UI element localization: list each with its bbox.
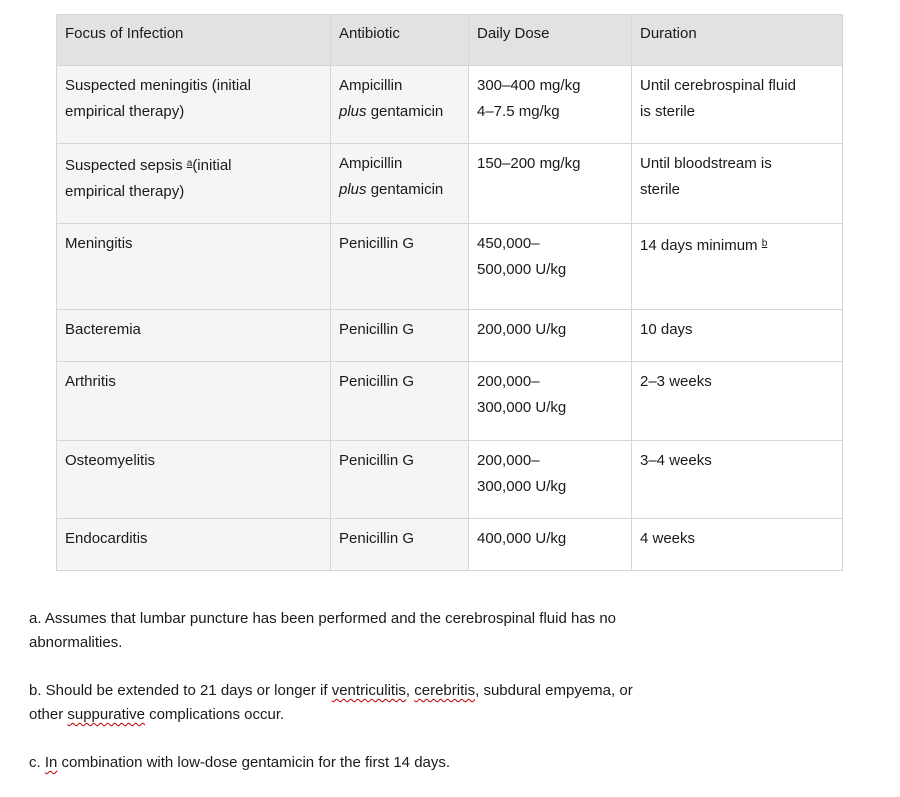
focus-text: Suspected sepsis <box>65 157 183 174</box>
footnote-marker: a <box>186 158 193 169</box>
cell-antibiotic-line: Penicillin G <box>339 452 415 469</box>
cell-duration-line: Until cerebrospinal fluid <box>640 77 796 94</box>
table-row <box>57 310 843 362</box>
cell-focus <box>57 224 331 310</box>
cell-daily-dose <box>469 66 632 144</box>
cell-dose-line: 450,000– <box>477 235 540 252</box>
cell-duration-line: is sterile <box>640 103 696 120</box>
footnote-c-line1 <box>29 751 869 775</box>
table-row <box>57 519 843 571</box>
cell-duration-line: 2–3 weeks <box>640 373 712 390</box>
cell-focus-line: empirical therapy) <box>65 183 185 200</box>
cell-dose-line: 200,000– <box>477 373 540 390</box>
cell-dose-line: 300,000 U/kg <box>477 478 567 495</box>
cell-antibiotic <box>331 441 469 519</box>
header-focus: Focus of Infection <box>57 15 331 66</box>
cell-focus <box>57 519 331 571</box>
footnote-c-text: combination with low-dose gentamicin for the first 14 days. <box>57 754 451 771</box>
cell-focus <box>57 310 331 362</box>
footnote-b-word-cerebritis: cerebritis <box>414 682 476 699</box>
cell-dose-line: 4–7.5 mg/kg <box>477 103 560 120</box>
cell-dose-line: 300–400 mg/kg <box>477 77 581 94</box>
cell-antibiotic <box>331 66 469 144</box>
duration-text: 14 days minimum <box>640 237 758 254</box>
table-row <box>57 441 843 519</box>
cell-antibiotic-line <box>339 99 460 125</box>
cell-focus-line: Meningitis <box>65 235 133 252</box>
cell-focus <box>57 362 331 441</box>
cell-dose-line: 300,000 U/kg <box>477 399 567 416</box>
cell-duration-line: Until bloodstream is <box>640 155 772 172</box>
footnote-a-line2: abnormalities. <box>29 634 123 651</box>
footnote-b <box>29 679 869 727</box>
cell-focus <box>57 441 331 519</box>
footnote-a-line1: a. Assumes that lumbar puncture has been performed and the cerebrospinal fluid has no <box>29 610 617 627</box>
cell-dose-line: 200,000 U/kg <box>477 321 567 338</box>
header-row <box>57 15 843 66</box>
cell-duration <box>632 66 843 144</box>
header-antibiotic: Antibiotic <box>331 15 469 66</box>
focus-text: (initial <box>192 157 232 174</box>
cell-duration-line: 4 weeks <box>640 530 696 547</box>
cell-antibiotic <box>331 224 469 310</box>
table-body <box>57 66 843 571</box>
footnote-c-word-in: In <box>44 754 58 771</box>
footnote-marker: b <box>761 238 768 249</box>
cell-duration <box>632 310 843 362</box>
cell-daily-dose <box>469 362 632 441</box>
cell-daily-dose <box>469 224 632 310</box>
footnote-c <box>29 751 869 775</box>
footnote-b-text: other <box>29 706 68 723</box>
cell-focus <box>57 66 331 144</box>
header-duration: Duration <box>632 15 843 66</box>
cell-daily-dose <box>469 310 632 362</box>
cell-duration-line: sterile <box>640 181 681 198</box>
plus-label: plus <box>339 181 367 198</box>
cell-focus <box>57 144 331 224</box>
cell-focus-line: Bacteremia <box>65 321 141 338</box>
cell-focus-line: empirical therapy) <box>65 103 185 120</box>
footnote-b-text: , subdural empyema, or <box>475 682 633 699</box>
cell-antibiotic <box>331 362 469 441</box>
cell-duration <box>632 441 843 519</box>
cell-dose-line: 500,000 U/kg <box>477 261 567 278</box>
cell-antibiotic <box>331 144 469 224</box>
footnote-b-word-suppurative: suppurative <box>67 706 145 723</box>
cell-antibiotic-line: Ampicillin <box>339 155 403 172</box>
cell-focus-line: Suspected meningitis (initial <box>65 77 251 94</box>
table-row <box>57 224 843 310</box>
antibiotic-text: gentamicin <box>370 181 444 198</box>
table-header <box>57 15 843 66</box>
footnote-b-text: , <box>405 682 415 699</box>
cell-focus-line: Osteomyelitis <box>65 452 156 469</box>
plus-label: plus <box>339 103 367 120</box>
footnote-b-text: complications occur. <box>144 706 285 723</box>
footnote-b-text: b. Should be extended to 21 days or longer if <box>29 682 332 699</box>
footnote-c-text: c. <box>29 754 45 771</box>
cell-antibiotic-line <box>339 177 460 203</box>
cell-focus-line: Endocarditis <box>65 530 148 547</box>
footnote-a <box>29 607 869 655</box>
cell-dose-line: 200,000– <box>477 452 540 469</box>
cell-duration-line <box>640 231 834 259</box>
cell-antibiotic <box>331 519 469 571</box>
header-daily-dose: Daily Dose <box>469 15 632 66</box>
table-row <box>57 66 843 144</box>
dosing-table <box>56 14 843 571</box>
cell-duration-line: 3–4 weeks <box>640 452 712 469</box>
cell-duration <box>632 144 843 224</box>
cell-daily-dose <box>469 519 632 571</box>
footnote-b-word-ventriculitis: ventriculitis <box>331 682 406 699</box>
footnote-b-line2 <box>29 703 869 727</box>
cell-antibiotic <box>331 310 469 362</box>
cell-daily-dose <box>469 441 632 519</box>
cell-antibiotic-line: Penicillin G <box>339 530 415 547</box>
cell-dose-line: 150–200 mg/kg <box>477 155 581 172</box>
cell-duration <box>632 224 843 310</box>
cell-antibiotic-line: Ampicillin <box>339 77 403 94</box>
cell-daily-dose <box>469 144 632 224</box>
cell-focus-line: Arthritis <box>65 373 116 390</box>
cell-dose-line: 400,000 U/kg <box>477 530 567 547</box>
cell-antibiotic-line: Penicillin G <box>339 321 415 338</box>
cell-antibiotic-line: Penicillin G <box>339 373 415 390</box>
cell-duration <box>632 519 843 571</box>
table-row <box>57 362 843 441</box>
cell-antibiotic-line: Penicillin G <box>339 235 415 252</box>
antibiotic-text: gentamicin <box>370 103 444 120</box>
footnote-b-line1 <box>29 679 869 703</box>
cell-duration-line: 10 days <box>640 321 693 338</box>
table-row <box>57 144 843 224</box>
cell-focus-line <box>65 151 322 179</box>
cell-duration <box>632 362 843 441</box>
